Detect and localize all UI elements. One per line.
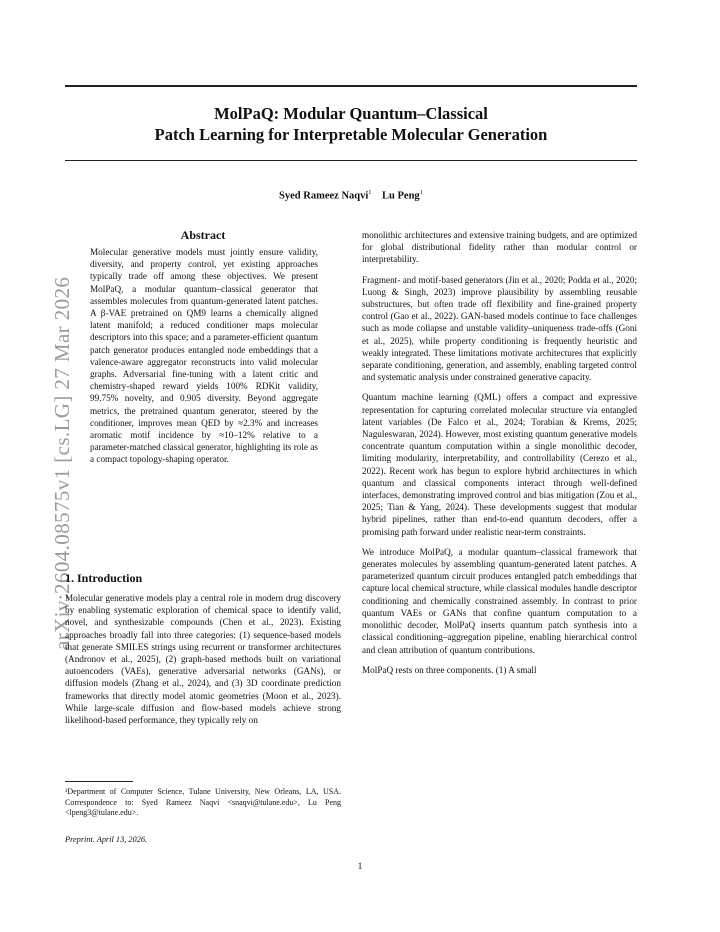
paragraph: We introduce MolPaQ, a modular quantum–classical framework that generates molecules by assembling quantum-generated latent patches. A parameterized quantum circuit produces entangled patch embeddings that capture local chemical structure, while classical modules handle descriptor conditioning and chemically constrained assembly. In contrast to prior quantum VAEs or GANs that confine quantum computation to a monolithic decoder, MolPaQ inserts quantum patch synthesis into a classical conditioning–aggregation pipeline, enabling hierarchical control and clean attribution of quantum contributions.: [362, 546, 637, 655]
title-bottom-rule: [65, 160, 637, 161]
arxiv-stamp: [20, 255, 74, 650]
abstract-text: Molecular generative models must jointly ensure validity, diversity, and property control, yet existing approaches typically trade off among these objectives. We present MolPaQ, a modular quantum–classical generator that assembles molecules from quantum-generated latent patches. A β-VAE pretrained on QM9 learns a chemically aligned latent manifold; a reduced conditioner maps molecular descriptors into this space; and a parameter-efficient quantum patch generator produces entangled node embeddings that a valence-aware aggregator reconstructs into valid molecular graphs. Adversarial fine-tuning with a latent critic and chemistry-shaped reward yields 100% RDKit validity, 99.75% novelty, and 0.905 diversity. Beyond aggregate metrics, the pretrained quantum generator, steered by the conditioner, improves mean QED by ≈2.3% and increases aromatic motif incidence by ≈10–12% relative to a parameter-matched classical generator, highlighting its role as a compact topology-shaping operator.: [90, 247, 318, 465]
author-name: Syed Rameez Naqvi: [279, 190, 369, 202]
affiliation-footnote: ¹Department of Computer Science, Tulane University, New Orleans, LA, USA. Correspondence to: Syed Rameez Naqvi <snaqvi@tulane.edu>, Lu Peng <lpeng3@tulane.edu>.: [65, 787, 341, 817]
introduction-text: Molecular generative models play a central role in modern drug discovery by enabling systematic exploration of chemical space to identify valid, novel, and synthesizable compounds (Chen et al., 2023). Existing approaches broadly fall into three categories: (1) sequence-based models that generate SMILES strings using recurrent or transformer architectures (Andronov et al., 2025), (2) graph-based methods built on variational autoencoders (VAEs), generative adversarial networks (GANs), or diffusion models (Zhang et al., 2024), and (3) 3D coordinate prediction frameworks that directly model atomic geometries (Moon et al., 2023). While large-scale diffusion and flow-based models achieve strong likelihood-based performance, they typically rely on: [65, 593, 341, 726]
paragraph: Fragment- and motif-based generators (Jin et al., 2020; Podda et al., 2020; Luong & Singh, 2023) improve plausibility by assembling reusable substructures, but often trade off flexibility and fine-grained property control (Gao et al., 2022). GAN-based models continue to face challenges such as mode collapse and unstable validity–uniqueness trade-offs (Goni et al., 2025), while property conditioning is frequently heuristic and weakly integrated. These limitations motivate architectures that explicitly separate conditioning, generation, and assembly, enabling targeted control and systematic analysis under constrained generative capacity.: [362, 274, 637, 383]
paragraph: MolPaQ rests on three components. (1) A small: [362, 664, 537, 675]
right-column: [362, 229, 637, 684]
title-line-1: MolPaQ: Modular Quantum–Classical: [214, 104, 488, 123]
footnote-rule: [65, 781, 133, 782]
author-affiliation-mark: 1: [368, 189, 372, 196]
introduction-heading: 1. Introduction: [65, 571, 143, 585]
paragraph: monolithic architectures and extensive training budgets, and are optimized for global distributional fidelity rather than modular control or interpretability.: [362, 230, 637, 265]
paper-title: [65, 103, 637, 145]
author-affiliation-mark: 1: [419, 189, 423, 196]
arxiv-stamp-text: arXiv:2604.08575v1 [cs.LG] 27 Mar 2026: [50, 276, 74, 650]
author-name: Lu Peng: [382, 190, 420, 202]
author-list: [65, 189, 637, 202]
abstract-heading: Abstract: [180, 228, 226, 242]
title-top-rule: [65, 85, 637, 87]
preprint-date: Preprint. April 13, 2026.: [65, 835, 148, 844]
title-line-2: Patch Learning for Interpretable Molecular Generation: [154, 125, 548, 144]
page-number: 1: [357, 862, 363, 872]
paragraph: Quantum machine learning (QML) offers a compact and expressive representation for capturing correlated molecular structure via entangled latent variables (De Falco et al., 2024; Torabian & Krems, 2025; Naguleswaran, 2024). However, most existing quantum generative models concentrate quantum computation within a single monolithic decoder, limiting modularity, interpretability, and controllability (Cerezo et al., 2022). Recent work has begun to explore hybrid architectures in which quantum and classical components interact through well-defined interfaces, demonstrating improved control and bias mitigation (Zou et al., 2025; Tian & Yang, 2024). These developments suggest that modular hybrid pipelines, rather than end-to-end quantum decoders, offer a promising path forward under realistic near-term constraints.: [362, 392, 637, 537]
